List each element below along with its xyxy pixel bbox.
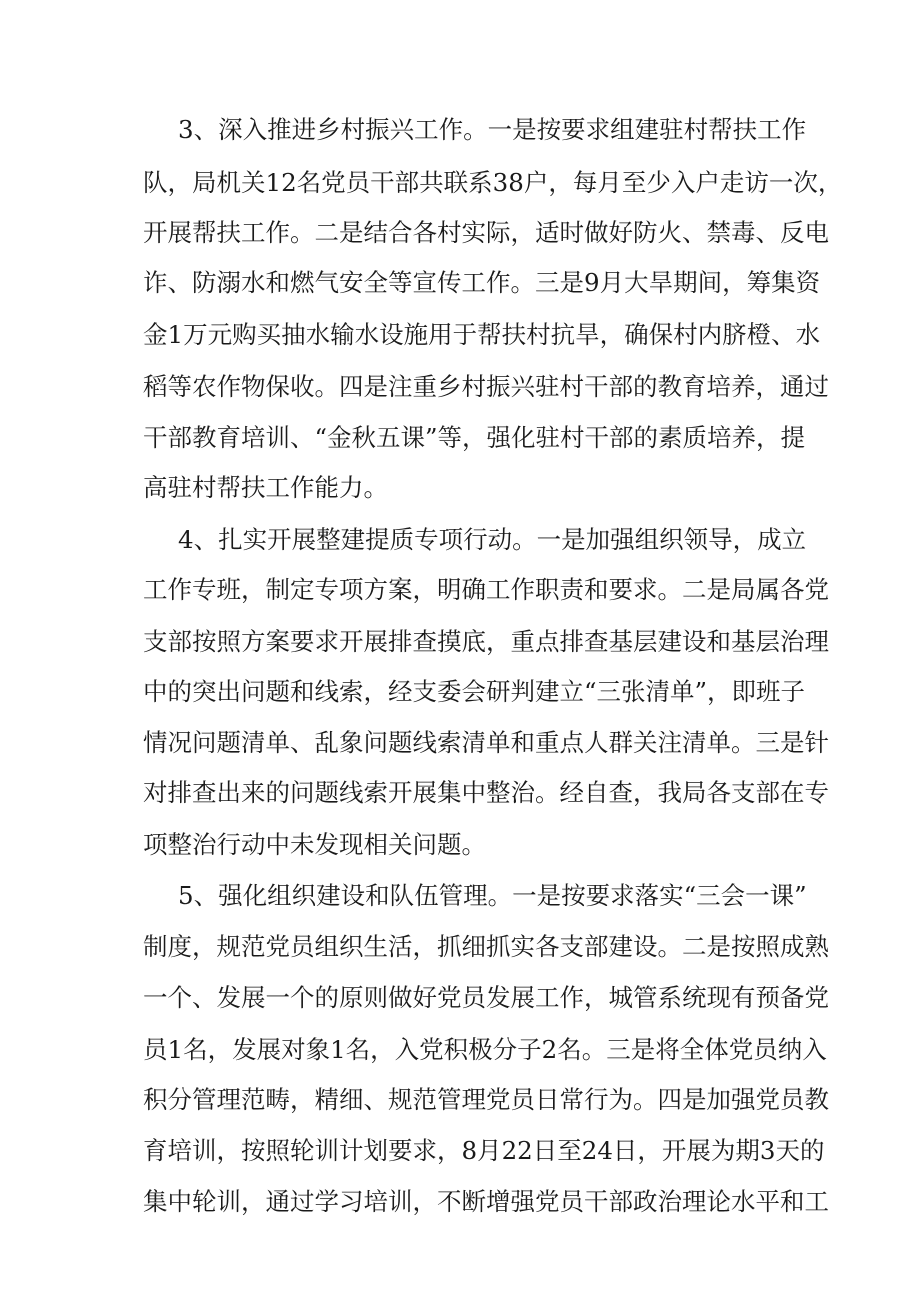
text-line: 情况问题清单、乱象问题线索清单和重点人群关注清单。三是针 <box>143 728 829 757</box>
text-line: 干部教育培训、“金秋五课”等，强化驻村干部的素质培养，提 <box>143 423 806 452</box>
text-line: 对排查出来的问题线索开展集中整治。经自查，我局各支部在专 <box>143 778 829 807</box>
text-line: 开展帮扶工作。二是结合各村实际，适时做好防火、禁毒、反电 <box>143 218 829 247</box>
text-line: 集中轮训，通过学习培训，不断增强党员干部政治理论水平和工 <box>143 1187 829 1216</box>
text-line: 员1名，发展对象1名，入党积极分子2名。三是将全体党员纳入 <box>143 1035 827 1064</box>
text-line: 支部按照方案要求开展排查摸底，重点排查基层建设和基层治理 <box>143 627 829 656</box>
text-line: 积分管理范畴，精细、规范管理党员日常行为。四是加强党员教 <box>143 1085 829 1114</box>
text-line: 4、扎实开展整建提质专项行动。一是加强组织领导，成立 <box>178 525 807 554</box>
text-line: 项整治行动中未发现相关问题。 <box>143 830 486 859</box>
text-line: 稻等农作物保收。四是注重乡村振兴驻村干部的教育培养，通过 <box>143 372 829 401</box>
text-line: 5、强化组织建设和队伍管理。一是按要求落实“三会一课” <box>178 881 807 910</box>
text-line: 育培训，按照轮训计划要求，8月22日至24日，开展为期3天的 <box>143 1136 825 1165</box>
text-line: 诈、防溺水和燃气安全等宣传工作。三是9月大旱期间，筹集资 <box>143 268 821 297</box>
text-line: 制度，规范党员组织生活，抓细抓实各支部建设。二是按照成熟 <box>143 932 829 961</box>
text-line: 金1万元购买抽水输水设施用于帮扶村抗旱，确保村内脐橙、水 <box>143 320 821 349</box>
text-line: 队，局机关12名党员干部共联系38户，每月至少入户走访一次， <box>143 168 843 197</box>
text-line: 一个、发展一个的原则做好党员发展工作，城管系统现有预备党 <box>143 983 829 1012</box>
text-line: 3、深入推进乡村振兴工作。一是按要求组建驻村帮扶工作 <box>178 115 807 144</box>
text-line: 中的突出问题和线索，经支委会研判建立“三张清单”，即班子 <box>143 677 806 706</box>
text-line: 高驻村帮扶工作能力。 <box>143 473 388 502</box>
text-line: 工作专班，制定专项方案，明确工作职责和要求。二是局属各党 <box>143 575 829 604</box>
